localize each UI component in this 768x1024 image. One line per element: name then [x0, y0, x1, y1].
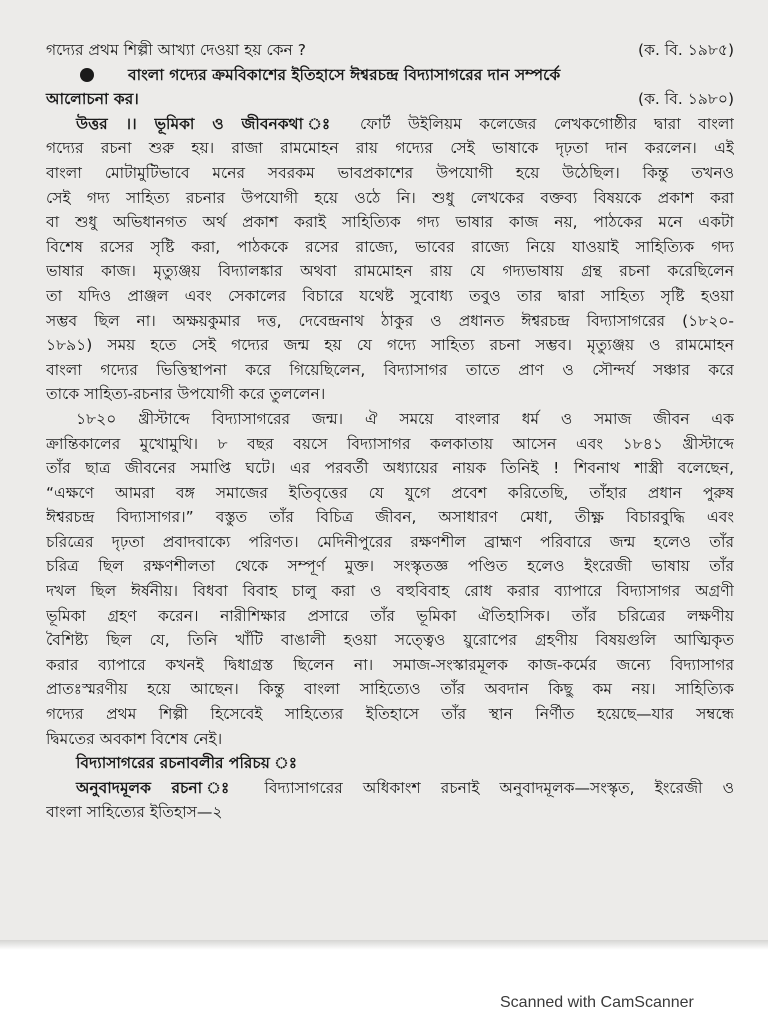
- text-line: ১৮৯১) সময় হতে সেই গদ্যের জন্ম হয় যে গদ্যে সাহিত্য রচনা সম্ভব। মৃত্যুঞ্জয় ও রামমোহন: [46, 336, 734, 355]
- text-line: তা যদিও প্রাঞ্জল এবং সেকালের বিচারে যথেষ্ট সুবোধ্য তবুও তার দ্বারা সাহিত্য সৃষ্টি হওয়া: [46, 286, 734, 305]
- text-line: তাকে সাহিত্য-রচনার উপযোগী করে তুললেন।: [46, 385, 326, 404]
- text-line: চরিত্রের দৃঢ়তা প্রবাদবাক্যে পরিণত। মেদিনীপুরের রক্ষণশীল ব্রাহ্মণ পরিবারে জন্ম হলেও তাঁর: [46, 532, 734, 551]
- question-2-line-2: [46, 87, 734, 112]
- answer-paragraph-1: [46, 136, 734, 407]
- question-1-text: গদ্যের প্রথম শিল্পী আখ্যা দেওয়া হয় কেন ?: [46, 41, 306, 59]
- page-content: [46, 38, 734, 825]
- answer-first-line: [46, 112, 734, 137]
- text-line: ভূমিকা গ্রহণ করেন। নারীশিক্ষার প্রসারে তাঁর ভূমিকা ঐতিহাসিক। তাঁর চরিত্রের লক্ষণীয়: [46, 606, 734, 625]
- text-line: চরিত্র ছিল রক্ষণশীলতা থেকে সম্পূর্ণ মুক্ত। সংস্কৃতজ্ঞ পণ্ডিত হলেও ইংরেজী ভাষায় তাঁর: [46, 557, 734, 576]
- camscanner-watermark: Scanned with CamScanner: [500, 994, 694, 1011]
- text-line: গদ্যের রচনা শুরু হয়। রাজা রামমোহন রায় গদ্যের সেই ভাষাকে দৃঢ়তা দান করলেন। এই: [46, 139, 734, 158]
- works-heading: বিদ্যাসাগরের রচনাবলীর পরিচয় ঃ: [76, 754, 297, 773]
- text-line: গদ্যের প্রথম শিল্পী হিসেবেই সাহিত্যের ইতিহাসে তাঁর স্থান নির্ণীত হয়েছে—যার সম্বন্ধে: [46, 705, 734, 724]
- answer-paragraph-2: [46, 407, 734, 751]
- text-line: ঈশ্বরচন্দ্র বিদ্যাসাগর।” বস্তুত তাঁর বিচিত্র জীবন, অসাধারণ মেধা, তীক্ষ্ণ বিচারবুদ্ধি এবং: [46, 508, 734, 527]
- question-2-text: আলোচনা কর।: [46, 90, 139, 109]
- bullet-icon: [80, 68, 94, 82]
- text-line: বাংলা মোটামুটিভাবে মনের সবরকম ভাবপ্রকাশের উপযোগী হয়ে উঠেছিল। কিন্তু তখনও: [46, 163, 734, 182]
- answer-first-text: ফোর্ট উইলিয়ম কলেজের লেখকগোষ্ঠীর দ্বারা বাংলা: [360, 114, 734, 133]
- text-line: সেই গদ্য সাহিত্য রচনার উপযোগী হয়ে ওঠে নি। শুধু লেখকের বক্তব্য বিষয়কে প্রকাশ করা: [46, 188, 734, 207]
- text-line: সম্ভব ছিল না। অক্ষয়কুমার দত্ত, দেবেন্দ্রনাথ ঠাকুর ও প্রধানত ঈশ্বরচন্দ্র বিদ্যাসাগরের (১৮২০-: [46, 311, 734, 330]
- text-line: ভাষার কাজ। মৃত্যুঞ্জয় বিদ্যালঙ্কার অথবা রামমোহন রায় যে গদ্যভাষায় গ্রন্থ রচনা করেছিলেন: [46, 262, 734, 281]
- running-footer: বাংলা সাহিত্যের ইতিহাস—২: [46, 803, 223, 822]
- text-line: বৈশিষ্ট্য ছিল যে, তিনি খাঁটি বাঙালী হওয়া সত্ত্বেও য়ুরোপের গ্রহণীয় বিষয়গুলি আত্মিকৃত: [46, 631, 734, 650]
- text-line: করার ব্যাপারে কখনই দ্বিধাগ্রস্ত ছিলেন না। সমাজ-সংস্কারমূলক কাজ-কর্মের জন্যে বিদ্যাসাগর: [46, 655, 734, 674]
- question-2-ref: (ক. বি. ১৯৮০): [638, 90, 734, 109]
- text-line: দখল ছিল ঈর্ষনীয়। বিধবা বিবাহ চালু করা ও বহুবিবাহ রোধ করার ব্যাপারে বিদ্যাসাগর অগ্রণী: [46, 582, 734, 601]
- text-line: বা শুধু অভিধানগত অর্থ প্রকাশ করাই সাহিত্যিক গদ্য ভাষার কাজ নয়, পাঠকের মনে একটা: [46, 213, 734, 232]
- text-line: প্রাতঃস্মরণীয় হয়ে আছেন। কিন্তু বাংলা সাহিত্যেও তাঁর অবদান কিছু কম নয়। সাহিত্যিক: [46, 680, 734, 699]
- text-line: বাংলা গদ্যের ভিত্তিস্থাপনা করে গিয়েছিলেন, বিদ্যাসাগর তাতে প্রাণ ও সৌন্দর্য সঞ্চার করে: [46, 360, 734, 379]
- text-line: ১৮২০ খ্রীস্টাব্দে বিদ্যাসাগরের জন্ম। ঐ সময়ে বাংলার ধর্ম ও সমাজ জীবন এক: [76, 409, 734, 428]
- question-1: [46, 38, 734, 63]
- text-line: দ্বিমতের অবকাশ বিশেষ নেই।: [46, 729, 223, 748]
- text-line: ক্রান্তিকালের মুখোমুখি। ৮ বছর বয়সে বিদ্যাসাগর কলকাতায় আসেন এবং ১৮৪১ খ্রীস্টাব্দে: [46, 434, 734, 453]
- page-edge: [0, 940, 768, 950]
- question-1-ref: (ক. বি. ১৯৮৫): [638, 41, 734, 59]
- text-line: বিশেষ রসের সৃষ্টি করা, পাঠককে রসের রাজ্যে, ভাবের রাজ্যে নিয়ে যাওয়াই সাহিত্যিক গদ্য: [46, 237, 734, 256]
- works-sub-line: [46, 776, 734, 801]
- answer-label: উত্তর ।। ভূমিকা ও জীবনকথা ঃ: [76, 114, 343, 133]
- text-line: “এক্ষণে আমরা বঙ্গ সমাজের ইতিবৃত্তের যে যুগে প্রবেশ করিতেছি, তাঁহার প্রধান পুরুষ: [46, 483, 734, 502]
- question-2-line-1: বাংলা গদ্যের ক্রমবিকাশের ইতিহাসে ঈশ্বরচন্দ্র বিদ্যাসাগরের দান সম্পর্কে: [46, 63, 734, 88]
- text-line: তাঁর ছাত্র জীবনের সমাপ্তি ঘটে। এর পরবর্তী অধ্যায়ের নায়ক তিনিই ! শিবনাথ শাস্ত্রী বলেছেন,: [46, 459, 734, 478]
- works-sub-label: অনুবাদমূলক রচনা ঃ: [76, 778, 245, 797]
- works-sub-text: বিদ্যাসাগরের অধিকাংশ রচনাই অনুবাদমূলক—সংস্কৃত, ইংরেজী ও: [264, 778, 734, 797]
